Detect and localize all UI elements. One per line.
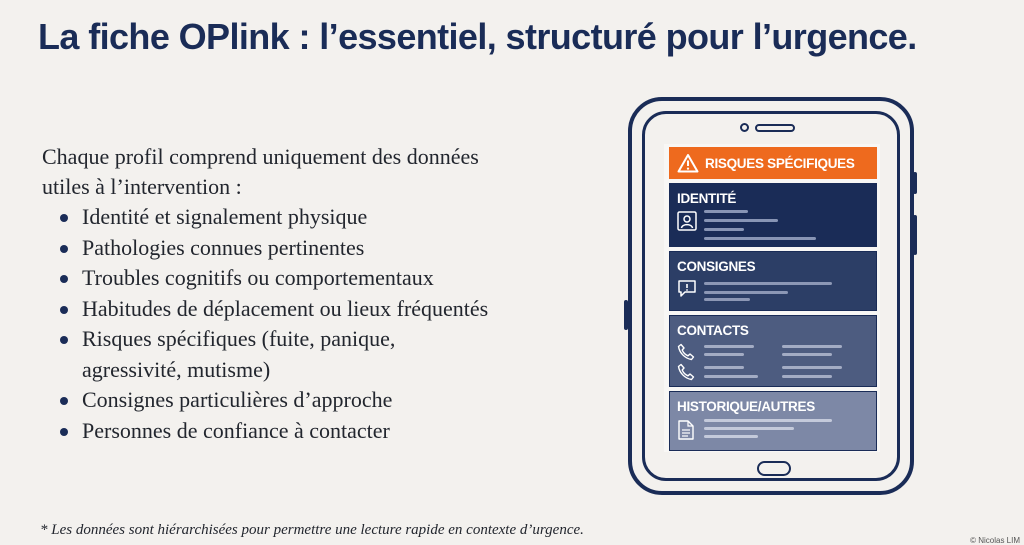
phone-icon bbox=[677, 363, 695, 381]
section-card-identity bbox=[669, 183, 877, 247]
bullet-icon bbox=[60, 336, 68, 344]
text-placeholder-line bbox=[704, 366, 744, 369]
bullet-icon bbox=[60, 275, 68, 283]
bullet-icon bbox=[60, 214, 68, 222]
section-label: IDENTITÉ bbox=[677, 191, 737, 206]
id-card-icon bbox=[677, 211, 697, 231]
list-item bbox=[58, 263, 498, 294]
home-button bbox=[757, 461, 791, 476]
text-placeholder-line bbox=[782, 375, 832, 378]
page-title: La fiche OPlink : l’essentiel, structuré pour l’urgence. bbox=[38, 16, 917, 57]
alert-label: RISQUES SPÉCIFIQUES bbox=[705, 155, 855, 171]
list-item-text: Pathologies connues pertinentes bbox=[82, 234, 365, 260]
text-placeholder-line bbox=[704, 419, 832, 422]
text-placeholder-line bbox=[704, 291, 788, 294]
bullet-icon bbox=[60, 306, 68, 314]
text-placeholder-line bbox=[704, 345, 754, 348]
alert-bubble-icon bbox=[677, 279, 697, 299]
text-placeholder-line bbox=[782, 366, 842, 369]
list-item-text: Identité et signalement physique bbox=[82, 204, 368, 229]
speaker-icon bbox=[755, 124, 795, 132]
text-placeholder-line bbox=[704, 435, 758, 438]
intro-text: Chaque profil comprend uniquement des données utiles à l’intervention : bbox=[42, 144, 479, 199]
section-label: HISTORIQUE/AUTRES bbox=[677, 399, 815, 414]
tablet-side-button bbox=[913, 172, 917, 194]
text-placeholder-line bbox=[704, 298, 750, 301]
section-card-contacts bbox=[669, 315, 877, 387]
phone-icon bbox=[677, 343, 695, 361]
bullet-icon bbox=[60, 428, 68, 436]
text-placeholder-line bbox=[782, 345, 842, 348]
section-card-history bbox=[669, 391, 877, 451]
credit-text: © Nicolas LIM bbox=[970, 536, 1020, 545]
list-item bbox=[58, 233, 498, 264]
section-label: CONTACTS bbox=[677, 323, 749, 338]
list-item bbox=[58, 202, 498, 233]
list-item bbox=[58, 385, 498, 416]
warning-icon bbox=[677, 153, 699, 173]
text-placeholder-line bbox=[704, 282, 832, 285]
list-item-text: Habitudes de déplacement ou lieux fréquentés bbox=[82, 295, 489, 321]
section-label: CONSIGNES bbox=[677, 259, 756, 274]
bullet-icon bbox=[60, 245, 68, 253]
footnote: * Les données sont hiérarchisées pour permettre une lecture rapide en contexte d’urgence. bbox=[40, 522, 584, 538]
list-item-text: Troubles cognitifs ou comportementaux bbox=[82, 265, 434, 290]
text-placeholder-line bbox=[782, 353, 832, 356]
text-placeholder-line bbox=[704, 237, 816, 240]
text-placeholder-line bbox=[704, 375, 758, 378]
list-item-text: Personnes de confiance à contacter bbox=[82, 417, 390, 443]
bullet-icon bbox=[60, 397, 68, 405]
list-item-text: Risques spécifiques (fuite, panique, agressivité, mutisme) bbox=[82, 326, 396, 382]
list-item-text: Consignes particulières d’approche bbox=[82, 387, 393, 412]
tablet-side-button bbox=[913, 215, 917, 255]
section-card-instructions bbox=[669, 251, 877, 311]
bullet-list bbox=[58, 202, 498, 446]
text-placeholder-line bbox=[704, 427, 794, 430]
tablet-side-button bbox=[624, 300, 628, 330]
text-placeholder-line bbox=[704, 219, 778, 222]
text-placeholder-line bbox=[704, 228, 744, 231]
camera-icon bbox=[740, 123, 749, 132]
document-icon bbox=[677, 420, 695, 440]
list-item bbox=[58, 294, 498, 325]
list-item bbox=[58, 416, 498, 447]
list-item bbox=[58, 324, 498, 385]
text-placeholder-line bbox=[704, 210, 748, 213]
risk-alert-banner bbox=[669, 147, 877, 179]
text-placeholder-line bbox=[704, 353, 744, 356]
